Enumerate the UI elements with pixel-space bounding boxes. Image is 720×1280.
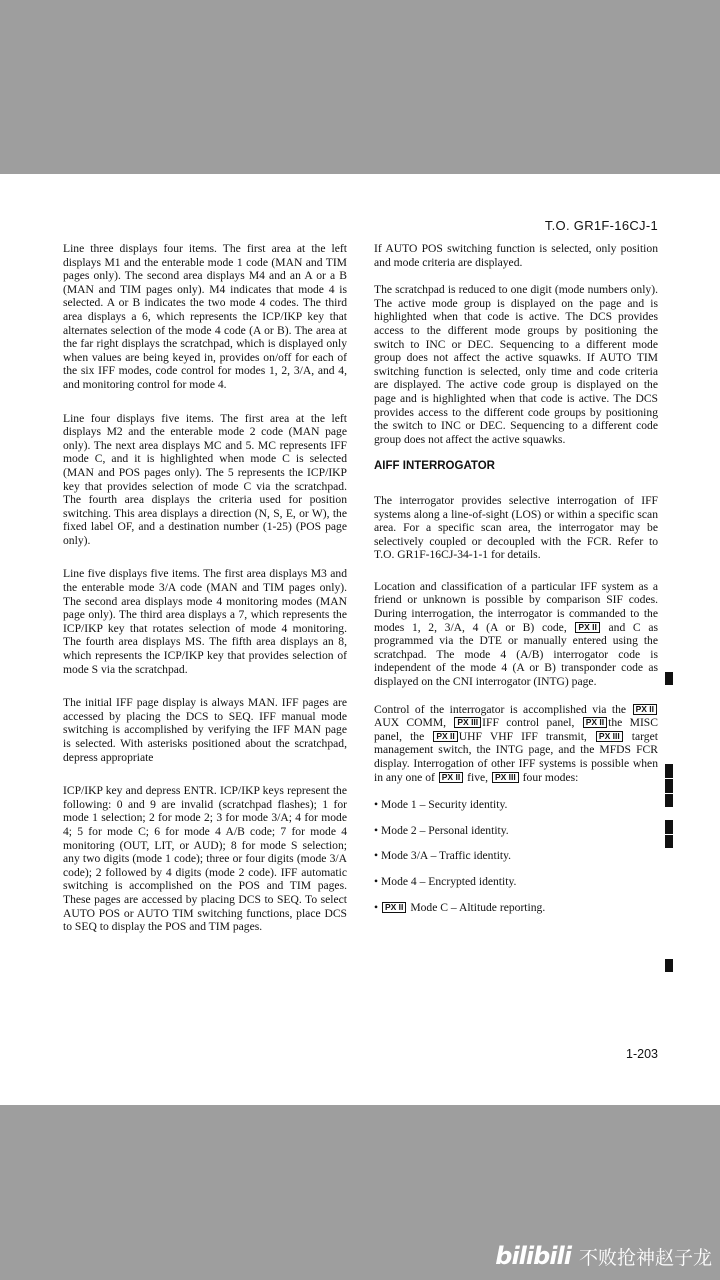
left-column	[63, 242, 347, 948]
change-bar	[665, 794, 673, 807]
px-iii-badge: PX III	[596, 731, 623, 742]
px-ii-badge: PX II	[439, 772, 463, 783]
list-item: • Mode 2 – Personal identity.	[374, 823, 509, 837]
paragraph-auto-pos: If AUTO POS switching function is selected, only position and mode criteria are displayed.	[374, 242, 658, 269]
paragraph-scratchpad-reduced: The scratchpad is reduced to one digit (mode numbers only). The active mode group is displayed on the page and is highlighted when that code is active. The DCS provides access to the different mode groups by positioning the switch to INC or DEC. Sequencing to a different mode group does not affect the active squawks. If AUTO TIM switching function is selected, only time and code criteria are displayed. The active code group is displayed on the page and is highlighted when that code is active. The DCS provides access to the different code groups by positioning the switch to INC or DEC. Sequencing to a different code group does not affect the active squawks.	[374, 283, 658, 446]
section-heading: AIFF INTERROGATOR	[374, 460, 495, 473]
change-bar	[665, 779, 673, 793]
list-item: • Mode 4 – Encrypted identity.	[374, 874, 517, 888]
px-iii-badge: PX III	[454, 717, 481, 728]
paragraph-line-four: Line four displays five items. The first area at the left displays M2 and the enterable mode 2 code (MAN page only). The next area displays MC and 5. MC represents IFF mode C, and it is highlighted when mode C is selected (MAN and POS pages only). The 5 represents the ICP/IKP key that provides selection of mode C via the scratchpad. The fourth area displays the criteria used for position switching. This area displays a direction (N, S, E, or W), the fixed label OF, and a destination number (1-25) (POS page only).	[63, 411, 347, 547]
list-item: • Mode 3/A – Traffic identity.	[374, 849, 512, 863]
document-page	[0, 174, 720, 1105]
change-bar	[665, 820, 673, 834]
paragraph-interrogator-control: Control of the interrogator is accomplished via the PX IIAUX COMM, PX III IFF control panel, PX II the MISC panel, the PX II UHF VHF IFF transmit, PX III target management switch, the INTG page, and the MFDS FCR display. Interrogation of other IFF systems is possible when in any one of PX II five, PX III four modes:	[374, 702, 658, 784]
list-item: • PX II Mode C – Altitude reporting.	[374, 900, 546, 914]
paragraph-line-three: Line three displays four items. The first area at the left displays M1 and the enterable mode 1 code (MAN and TIM pages only). The second area displays M4 and an A or a B (MAN and TIM pages only). M4 indicates that mode 4 is selected. A or B indicates the two mode 4 codes. The third area displays a 6, which represents the ICP/IKP key that alternates selection of the mode 4 code (A or B). The area at the far right displays the scratchpad, which is displayed only when values are being keyed in, provides on/off for each of the six IFF modes, code control for modes 1, 2, 3/A, and 4, and monitoring control for mode 4.	[63, 242, 347, 391]
paragraph-icp-keys: ICP/IKP key and depress ENTR. ICP/IKP keys represent the following: 0 and 9 are invalid (scratchpad flashes); 1 for mode 1 selection; 2 for mode 2; 3 for mode 3/A; 4 for mode 4; 5 for mode C; 6 for mode 4 A/B code; 7 for mode 4 monitoring (OUT, LIT, or AUD); 8 for mode S selection; any two digits (mode 1 code); three or four digits (mode 3/A code); 2 followed by 4 digits (mode 2 code). IFF automatic switching is accomplished on the POS and TIM pages. These pages are accessed by placing DCS to SEQ. To select AUTO POS or AUTO TIM switching functions, place DCS to SEQ to display the POS and TIM pages.	[63, 784, 347, 934]
paragraph-initial-iff-page: The initial IFF page display is always MAN. IFF pages are accessed by placing the DCS to SEQ. IFF manual mode switching is accomplished by verifying the IFF MAN page is selected. With asterisks positioned about the scratchpad, depress appropriate	[63, 696, 347, 764]
px-ii-badge: PX II	[633, 704, 657, 715]
px-ii-badge: PX II	[583, 717, 607, 728]
top-gray-band	[0, 0, 720, 174]
document-id-header: T.O. GR1F-16CJ-1	[544, 218, 658, 233]
list-item: • Mode 1 – Security identity.	[374, 798, 508, 812]
page-number: 1-203	[626, 1047, 658, 1061]
change-bar	[665, 959, 673, 972]
watermark	[495, 1242, 712, 1270]
paragraph-interrogator-intro: The interrogator provides selective interrogation of IFF systems along a line-of-sight (LOS) or within a specific scan area. For a specific scan area, the interrogator may be selectively coupled or decoupled with the FCR. Refer to T.O. GR1F-16CJ-34-1-1 for details.	[374, 493, 658, 562]
px-ii-badge: PX II	[382, 902, 406, 913]
change-bar	[665, 764, 673, 778]
px-iii-badge: PX III	[492, 772, 519, 783]
channel-name: 不败抢神赵子龙	[578, 1246, 712, 1269]
change-bar	[665, 672, 673, 685]
bilibili-logo-icon: bilibili	[495, 1242, 571, 1270]
px-ii-badge: PX II	[433, 731, 457, 742]
px-ii-badge: PX II	[575, 622, 599, 633]
paragraph-line-five: Line five displays five items. The first area displays M3 and the enterable mode 3/A code (MAN and TIM pages only). The second area displays mode 4 monitoring modes (MAN page only). The third area displays a 7, which represents the ICP/IKP key that rotates selection of mode 4 monitoring. The fourth area displays MS. The fifth area displays an 8, which represents the ICP/IKP key that provides selection of mode S via the scratchpad.	[63, 567, 347, 676]
paragraph-location-classification: Location and classification of a particular IFF system as a friend or unknown is possible by comparison SIF codes. During interrogation, the interrogator is commanded to the modes 1, 2, 3/A, 4 (A or B) code, PX II and C as programmed via the DTE or manually entered using the scratchpad. The mode 4 (A/B) interrogator code is independent of the mode 4 (A or B) transponder code as displayed on the CNI interrogator (INTG) page.	[374, 579, 658, 689]
right-column	[374, 242, 658, 926]
change-bar	[665, 835, 673, 848]
